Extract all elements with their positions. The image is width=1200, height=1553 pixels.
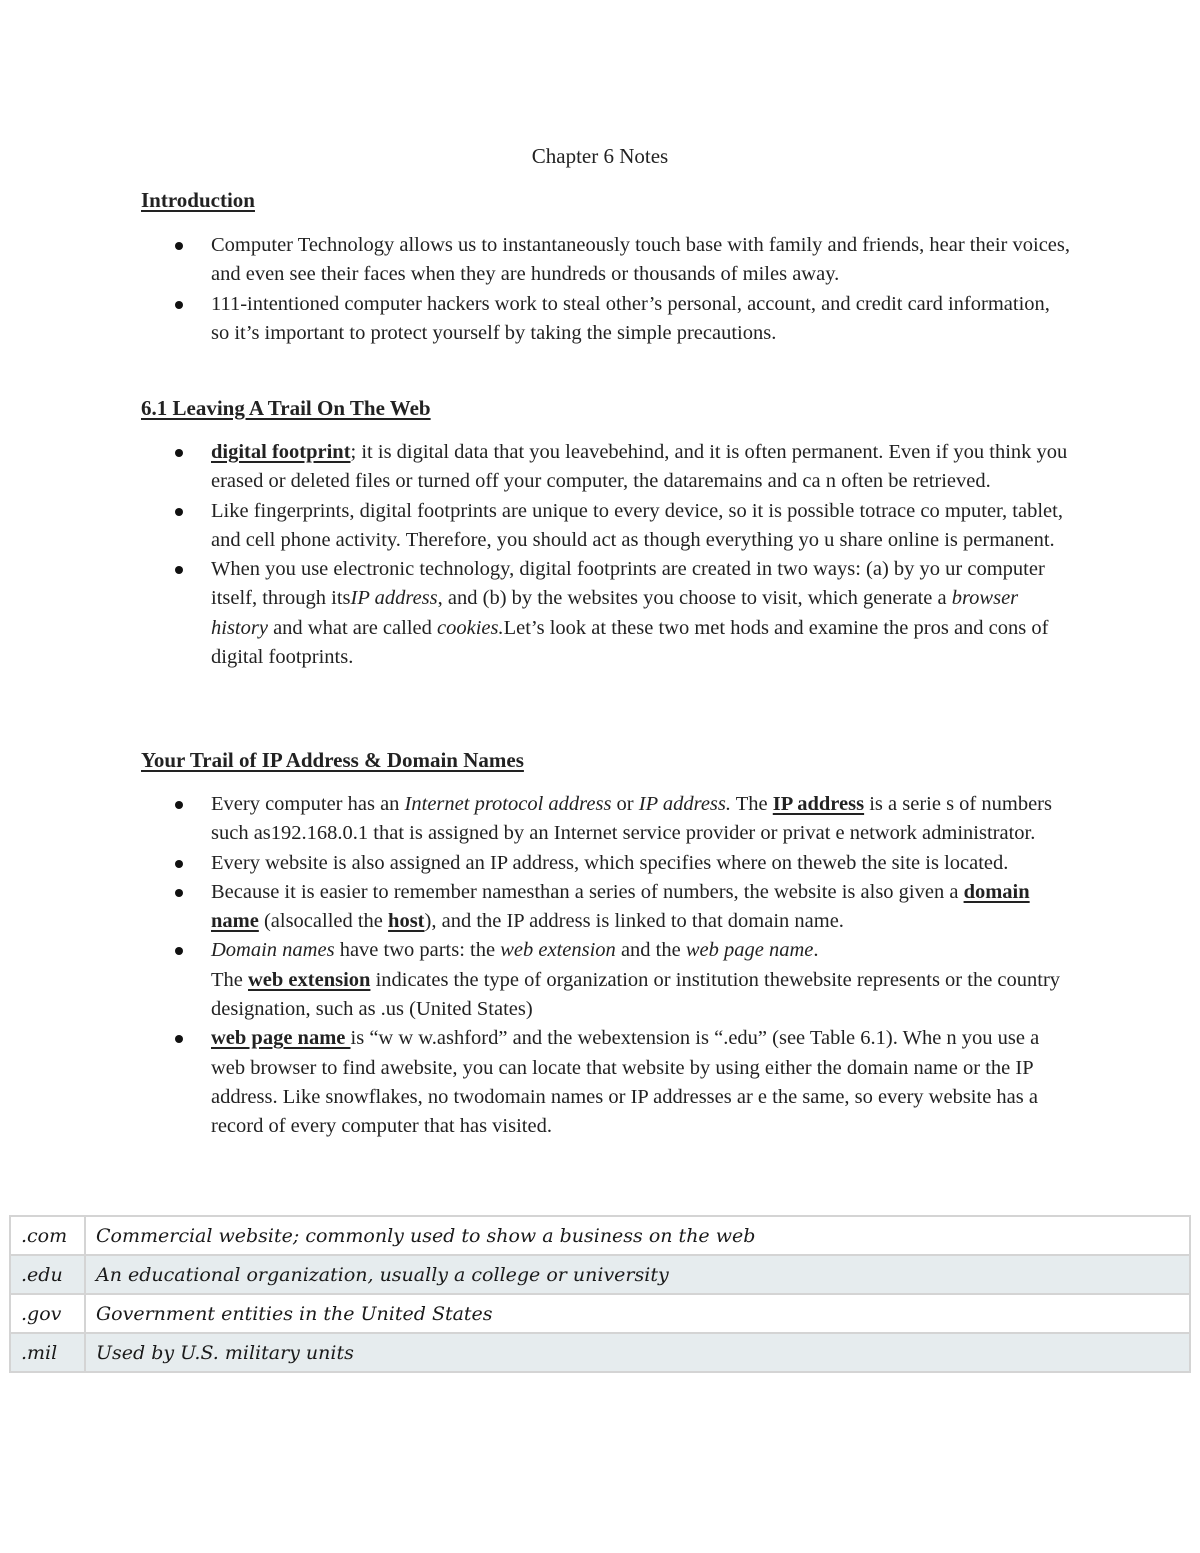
page-title: Chapter 6 Notes (531, 144, 669, 168)
bullet-text: indicates the type of organization or institution thewebsite represents or the country designation, such as .us (United States) (211, 968, 1061, 1021)
table-row (10, 1333, 1190, 1372)
extension-cell: .com (10, 1216, 85, 1255)
list-item (211, 497, 1071, 556)
section-heading-introduction: Introduction (141, 188, 255, 212)
extension-cell: .gov (10, 1294, 85, 1333)
emphasis-browser-history: browser history (211, 587, 1019, 639)
bullet-text: Let’s look at these two met hods and examine the pros and cons of digital footprints. (211, 616, 1049, 669)
list-item (211, 290, 1071, 349)
bullet-text: Every computer has an (211, 793, 405, 815)
table-row (10, 1255, 1190, 1294)
emphasis-internet-protocol-address: Internet protocol address (404, 793, 612, 815)
list-item (211, 790, 1071, 849)
bullet-text: 111-intentioned computer hackers work to steal other’s personal, account, and credit card information, so it’s important to protect yourself by taking the simple precautions. (211, 292, 1050, 344)
list-item (211, 849, 1071, 878)
bullet-text: , and (b) by the websites you choose to visit, which generate a (437, 587, 952, 610)
bullet-text: The (731, 793, 773, 815)
ip-trail-list (211, 790, 1071, 1142)
description-cell: Used by U.S. military units (85, 1333, 1190, 1372)
section-heading-ip-trail: Your Trail of IP Address & Domain Names (141, 748, 524, 772)
introduction-list (211, 231, 1071, 348)
bullet-text: (alsocalled the (258, 910, 389, 933)
emphasis-ip-address: IP address (350, 587, 438, 610)
term-web-page-name: web page name (211, 1027, 351, 1050)
list-item (211, 1024, 1071, 1141)
emphasis-cookies: cookies. (437, 616, 504, 639)
description-cell: Commercial website; commonly used to show a business on the web (85, 1216, 1190, 1255)
list-item (211, 878, 1071, 937)
bullet-text: and the (615, 939, 686, 962)
bullet-text: When you use electronic technology, digital footprints are created in two ways: (a) by yo ur computer itself, through its (211, 558, 1045, 610)
bullet-text: ), and the IP address is linked to that domain name. (424, 910, 844, 933)
emphasis-web-page-name: web page name (685, 939, 814, 962)
bullet-text: Like fingerprints, digital footprints are unique to every device, so it is possible totrace co mputer, tablet, and cell phone activity. Therefore, you should act as though everything yo u share online is permanent. (211, 499, 1063, 551)
bullet-text: Computer Technology allows us to instantaneously touch base with family and friends, hear their voices, and even see their faces when they are hundreds or thousands of miles away. (211, 234, 1070, 286)
bullet-text: have two parts: the (334, 939, 501, 962)
list-item (211, 555, 1071, 672)
list-item (211, 936, 1071, 1024)
bullet-text: Because it is easier to remember namesthan a series of numbers, the website is also given a (211, 880, 964, 903)
section-heading-leaving-trail: 6.1 Leaving A Trail On The Web (141, 396, 431, 420)
term-web-extension: web extension (248, 968, 371, 991)
term-host: host (388, 910, 425, 933)
extension-cell: .edu (10, 1255, 85, 1294)
bullet-text: or (611, 793, 639, 815)
bullet-text: The (211, 968, 248, 991)
description-cell: Government entities in the United States (85, 1294, 1190, 1333)
emphasis-ip-address: IP address. (638, 793, 731, 815)
term-domain-name: domain name (211, 880, 1030, 933)
term-digital-footprint: digital footprint (211, 441, 351, 463)
emphasis-web-extension: web extension (500, 939, 616, 962)
list-item (211, 231, 1071, 290)
list-item (211, 438, 1071, 497)
description-cell: An educational organization, usually a college or university (85, 1255, 1190, 1294)
bullet-text: is a serie s of numbers such as192.168.0.1 that is assigned by an Internet service provider or privat e network administrator. (211, 793, 1052, 845)
extension-cell: .mil (10, 1333, 85, 1372)
table-row (10, 1216, 1190, 1255)
bullet-text: Every website is also assigned an IP address, which specifies where on theweb the site is located. (211, 851, 1009, 874)
web-extension-table (9, 1215, 1191, 1373)
table-row (10, 1294, 1190, 1333)
leaving-trail-list (211, 438, 1071, 672)
bullet-text: is “w w w.ashford” and the webextension is “.edu” (see Table 6.1). Whe n you use a web browser to find awebsite, you can locate that website by using either the domain name or the IP address. Like snowflakes, no twodomain names or IP addresses ar e the same, so every website has a record of every computer that has visited. (211, 1027, 1040, 1138)
bullet-text: and what are called (267, 616, 437, 639)
emphasis-domain-names: Domain names (211, 939, 335, 962)
bullet-text: . (813, 939, 819, 962)
term-ip-address: IP address (772, 793, 865, 815)
bullet-text: ; it is digital data that you leavebehind, and it is often permanent. Even if you think you erased or deleted files or turned off your computer, the dataremains and ca n often be retrieved. (211, 441, 1068, 493)
